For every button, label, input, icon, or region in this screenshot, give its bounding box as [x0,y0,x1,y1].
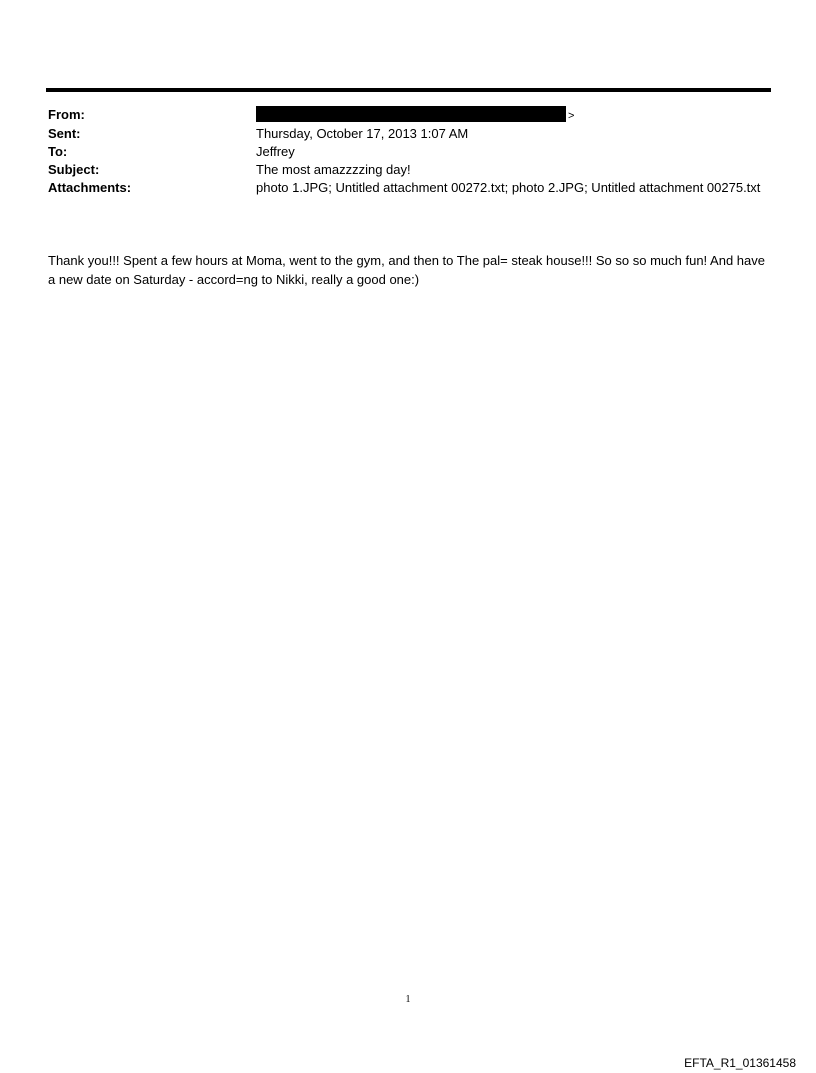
from-row [48,106,768,125]
attachments-row [48,179,768,197]
sent-label: Sent: [48,126,81,141]
email-header [48,106,768,197]
sent-value: Thursday, October 17, 2013 1:07 AM [256,126,469,141]
to-row [48,143,768,161]
attachments-label: Attachments: [48,180,132,195]
subject-label: Subject: [48,162,100,177]
to-label: To: [48,144,68,159]
subject-row [48,161,768,179]
attachments-value: photo 1.JPG; Untitled attachment 00272.txt; photo 2.JPG; Untitled attachment 00275.txt [256,180,761,195]
from-value-tail: > [568,110,575,122]
document-id: EFTA_R1_01361458 [684,1056,796,1070]
from-label: From: [48,107,85,122]
subject-value: The most amazzzzing day! [256,162,411,177]
header-divider [46,88,771,92]
page-number: 1 [405,994,411,1005]
to-value: Jeffrey [256,144,295,159]
redaction-bar [256,106,566,122]
from-value [256,106,768,125]
sent-row [48,125,768,143]
email-body: Thank you!!! Spent a few hours at Moma, went to the gym, and then to The pal= steak house!!! So so so much fun! And have a new date on Saturday - accord=ng to Nikki, really a good one:) [48,253,765,287]
